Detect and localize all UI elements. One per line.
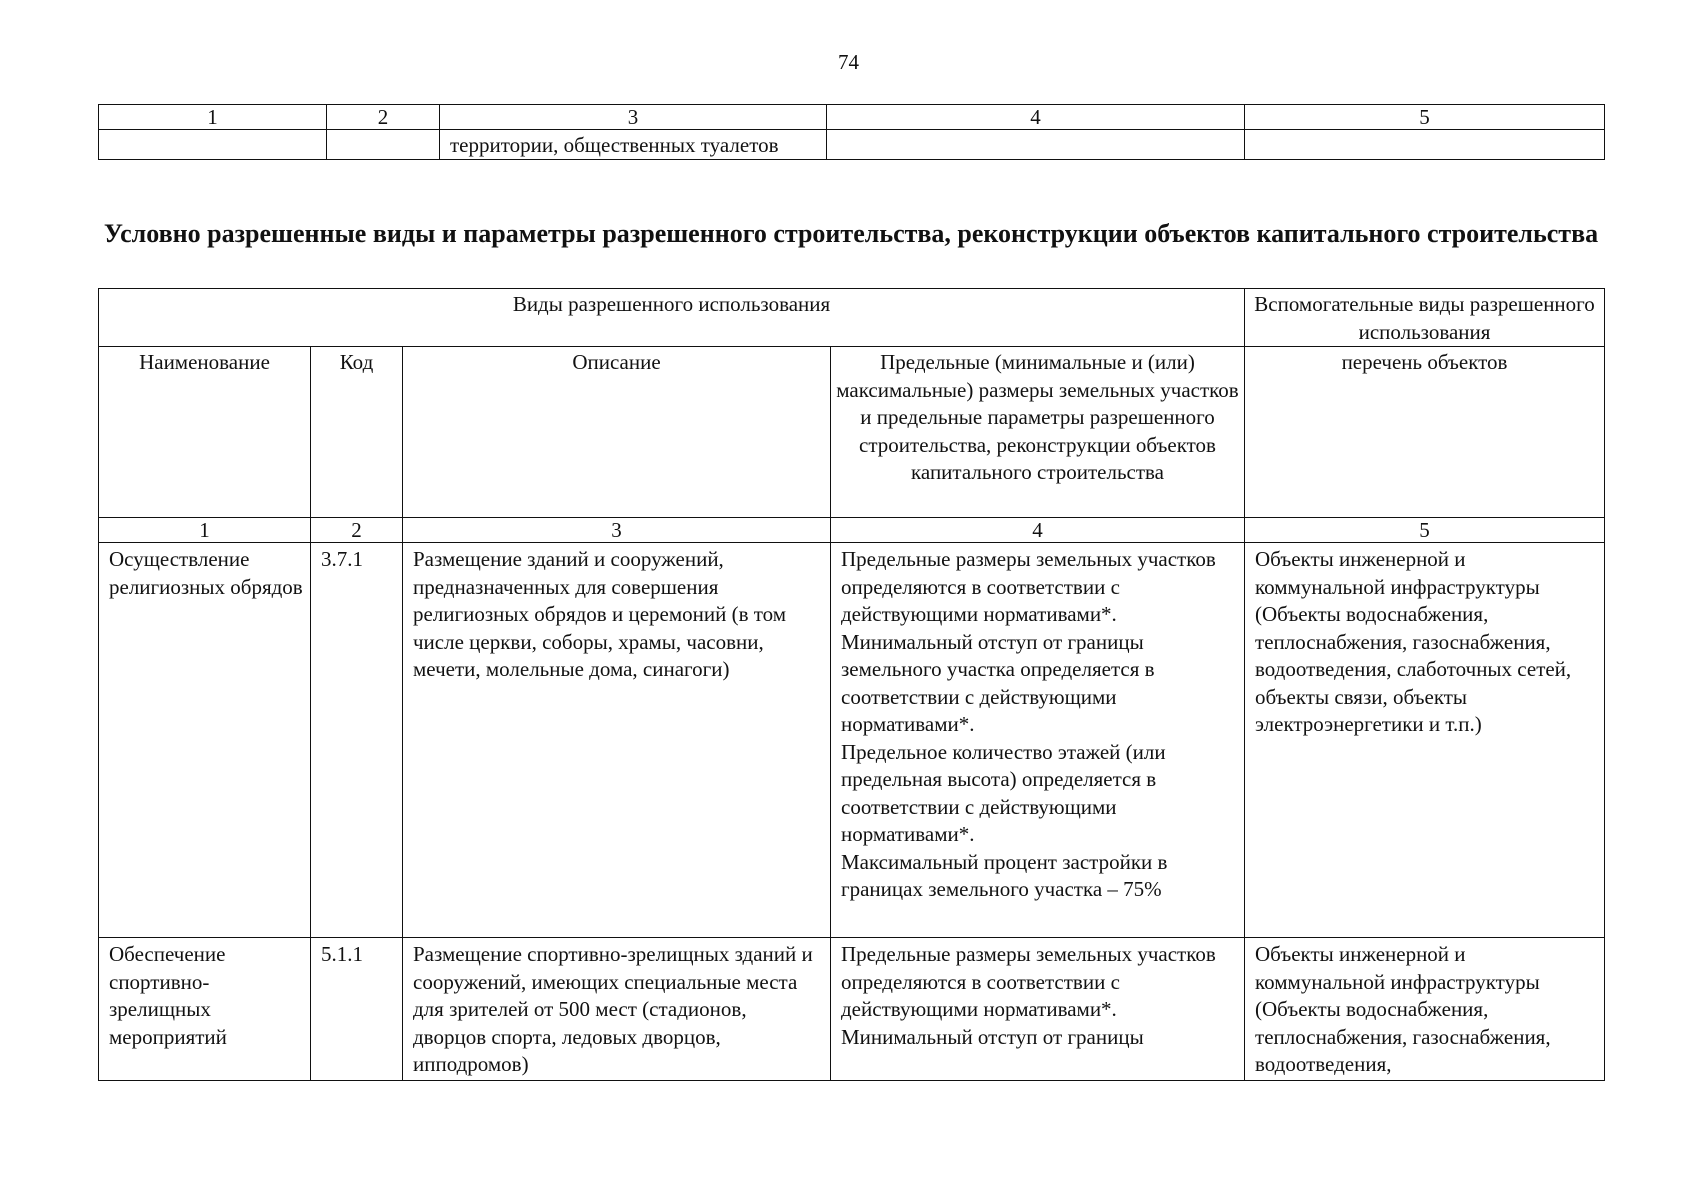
row-code-text: 3.7.1	[321, 547, 363, 571]
row-name	[99, 543, 311, 938]
row-name-text: Осуществление религиозных обрядов	[109, 547, 303, 599]
header-description: Описание	[403, 347, 831, 518]
col-number: 4	[827, 105, 1245, 130]
col-number: 5	[1245, 518, 1605, 543]
table-header-row	[99, 105, 1605, 130]
col-number: 1	[99, 105, 327, 130]
row-description	[403, 938, 831, 1081]
table-row	[99, 130, 1605, 160]
row-limits-text: Предельные размеры земельных участков определяются в соответствии с действующими нормативами*. Минимальный отступ от границы земельного участка определяется в соответствии с действующими нормативами*. Предельное количество этажей (или предельная высота) определяется в соответствии с действующими нормативами*. Максимальный процент застройки в границах земельного участка – 75%	[841, 547, 1216, 901]
column-number-row	[99, 518, 1605, 543]
row-code	[311, 543, 403, 938]
row-name	[99, 938, 311, 1081]
column-header-row	[99, 347, 1605, 518]
table-row	[99, 543, 1605, 938]
table-cell	[827, 130, 1245, 160]
row-code	[311, 938, 403, 1081]
header-objects: перечень объектов	[1245, 347, 1605, 518]
page-number: 74	[838, 50, 859, 74]
continued-table	[98, 104, 1605, 160]
group-header-left: Виды разрешенного использования	[99, 289, 1245, 347]
col-number: 3	[403, 518, 831, 543]
section-title: Условно разрешенные виды и параметры разрешенного строительства, реконструкции объектов капитального строительства	[103, 219, 1599, 248]
col-number: 5	[1245, 105, 1605, 130]
group-header-row	[99, 289, 1605, 347]
col-number: 1	[99, 518, 311, 543]
table-cell	[99, 130, 327, 160]
table-cell	[1245, 130, 1605, 160]
col-number: 4	[831, 518, 1245, 543]
col-number: 2	[327, 105, 440, 130]
row-description-text: Размещение спортивно-зрелищных зданий и сооружений, имеющих специальные места для зрителей от 500 мест (стадионов, дворцов спорта, ледовых дворцов, ипподромов)	[413, 942, 813, 1076]
row-limits	[831, 938, 1245, 1081]
row-description-text: Размещение зданий и сооружений, предназначенных для совершения религиозных обрядов и церемоний (в том числе церкви, соборы, храмы, часовни, мечети, молельные дома, синагоги)	[413, 547, 787, 681]
continued-description: территории, общественных туалетов	[440, 130, 827, 160]
col-number: 3	[440, 105, 827, 130]
land-use-table	[98, 288, 1605, 1081]
row-code-text: 5.1.1	[321, 942, 363, 966]
row-name-text: Обеспечение спортивно-зрелищных мероприятий	[109, 942, 227, 1049]
header-code: Код	[311, 347, 403, 518]
row-objects	[1245, 543, 1605, 938]
col-number: 2	[311, 518, 403, 543]
table-cell	[327, 130, 440, 160]
row-description	[403, 543, 831, 938]
row-objects	[1245, 938, 1605, 1081]
row-objects-text: Объекты инженерной и коммунальной инфраструктуры (Объекты водоснабжения, теплоснабжения, газоснабжения, водоотведения,	[1255, 942, 1551, 1076]
header-limits: Предельные (минимальные и (или) максимальные) размеры земельных участков и предельные параметры разрешенного строительства, реконструкции объектов капитального строительства	[831, 347, 1245, 518]
row-objects-text: Объекты инженерной и коммунальной инфраструктуры (Объекты водоснабжения, теплоснабжения, газоснабжения, водоотведения, слаботочных сетей, объекты связи, объекты электроэнергетики и т.п.)	[1255, 547, 1572, 736]
table-row	[99, 938, 1605, 1081]
row-limits-text: Предельные размеры земельных участков определяются в соответствии с действующими нормативами*. Минимальный отступ от границы	[841, 942, 1216, 1049]
group-header-right: Вспомогательные виды разрешенного использования	[1245, 289, 1605, 347]
row-limits	[831, 543, 1245, 938]
header-name: Наименование	[99, 347, 311, 518]
